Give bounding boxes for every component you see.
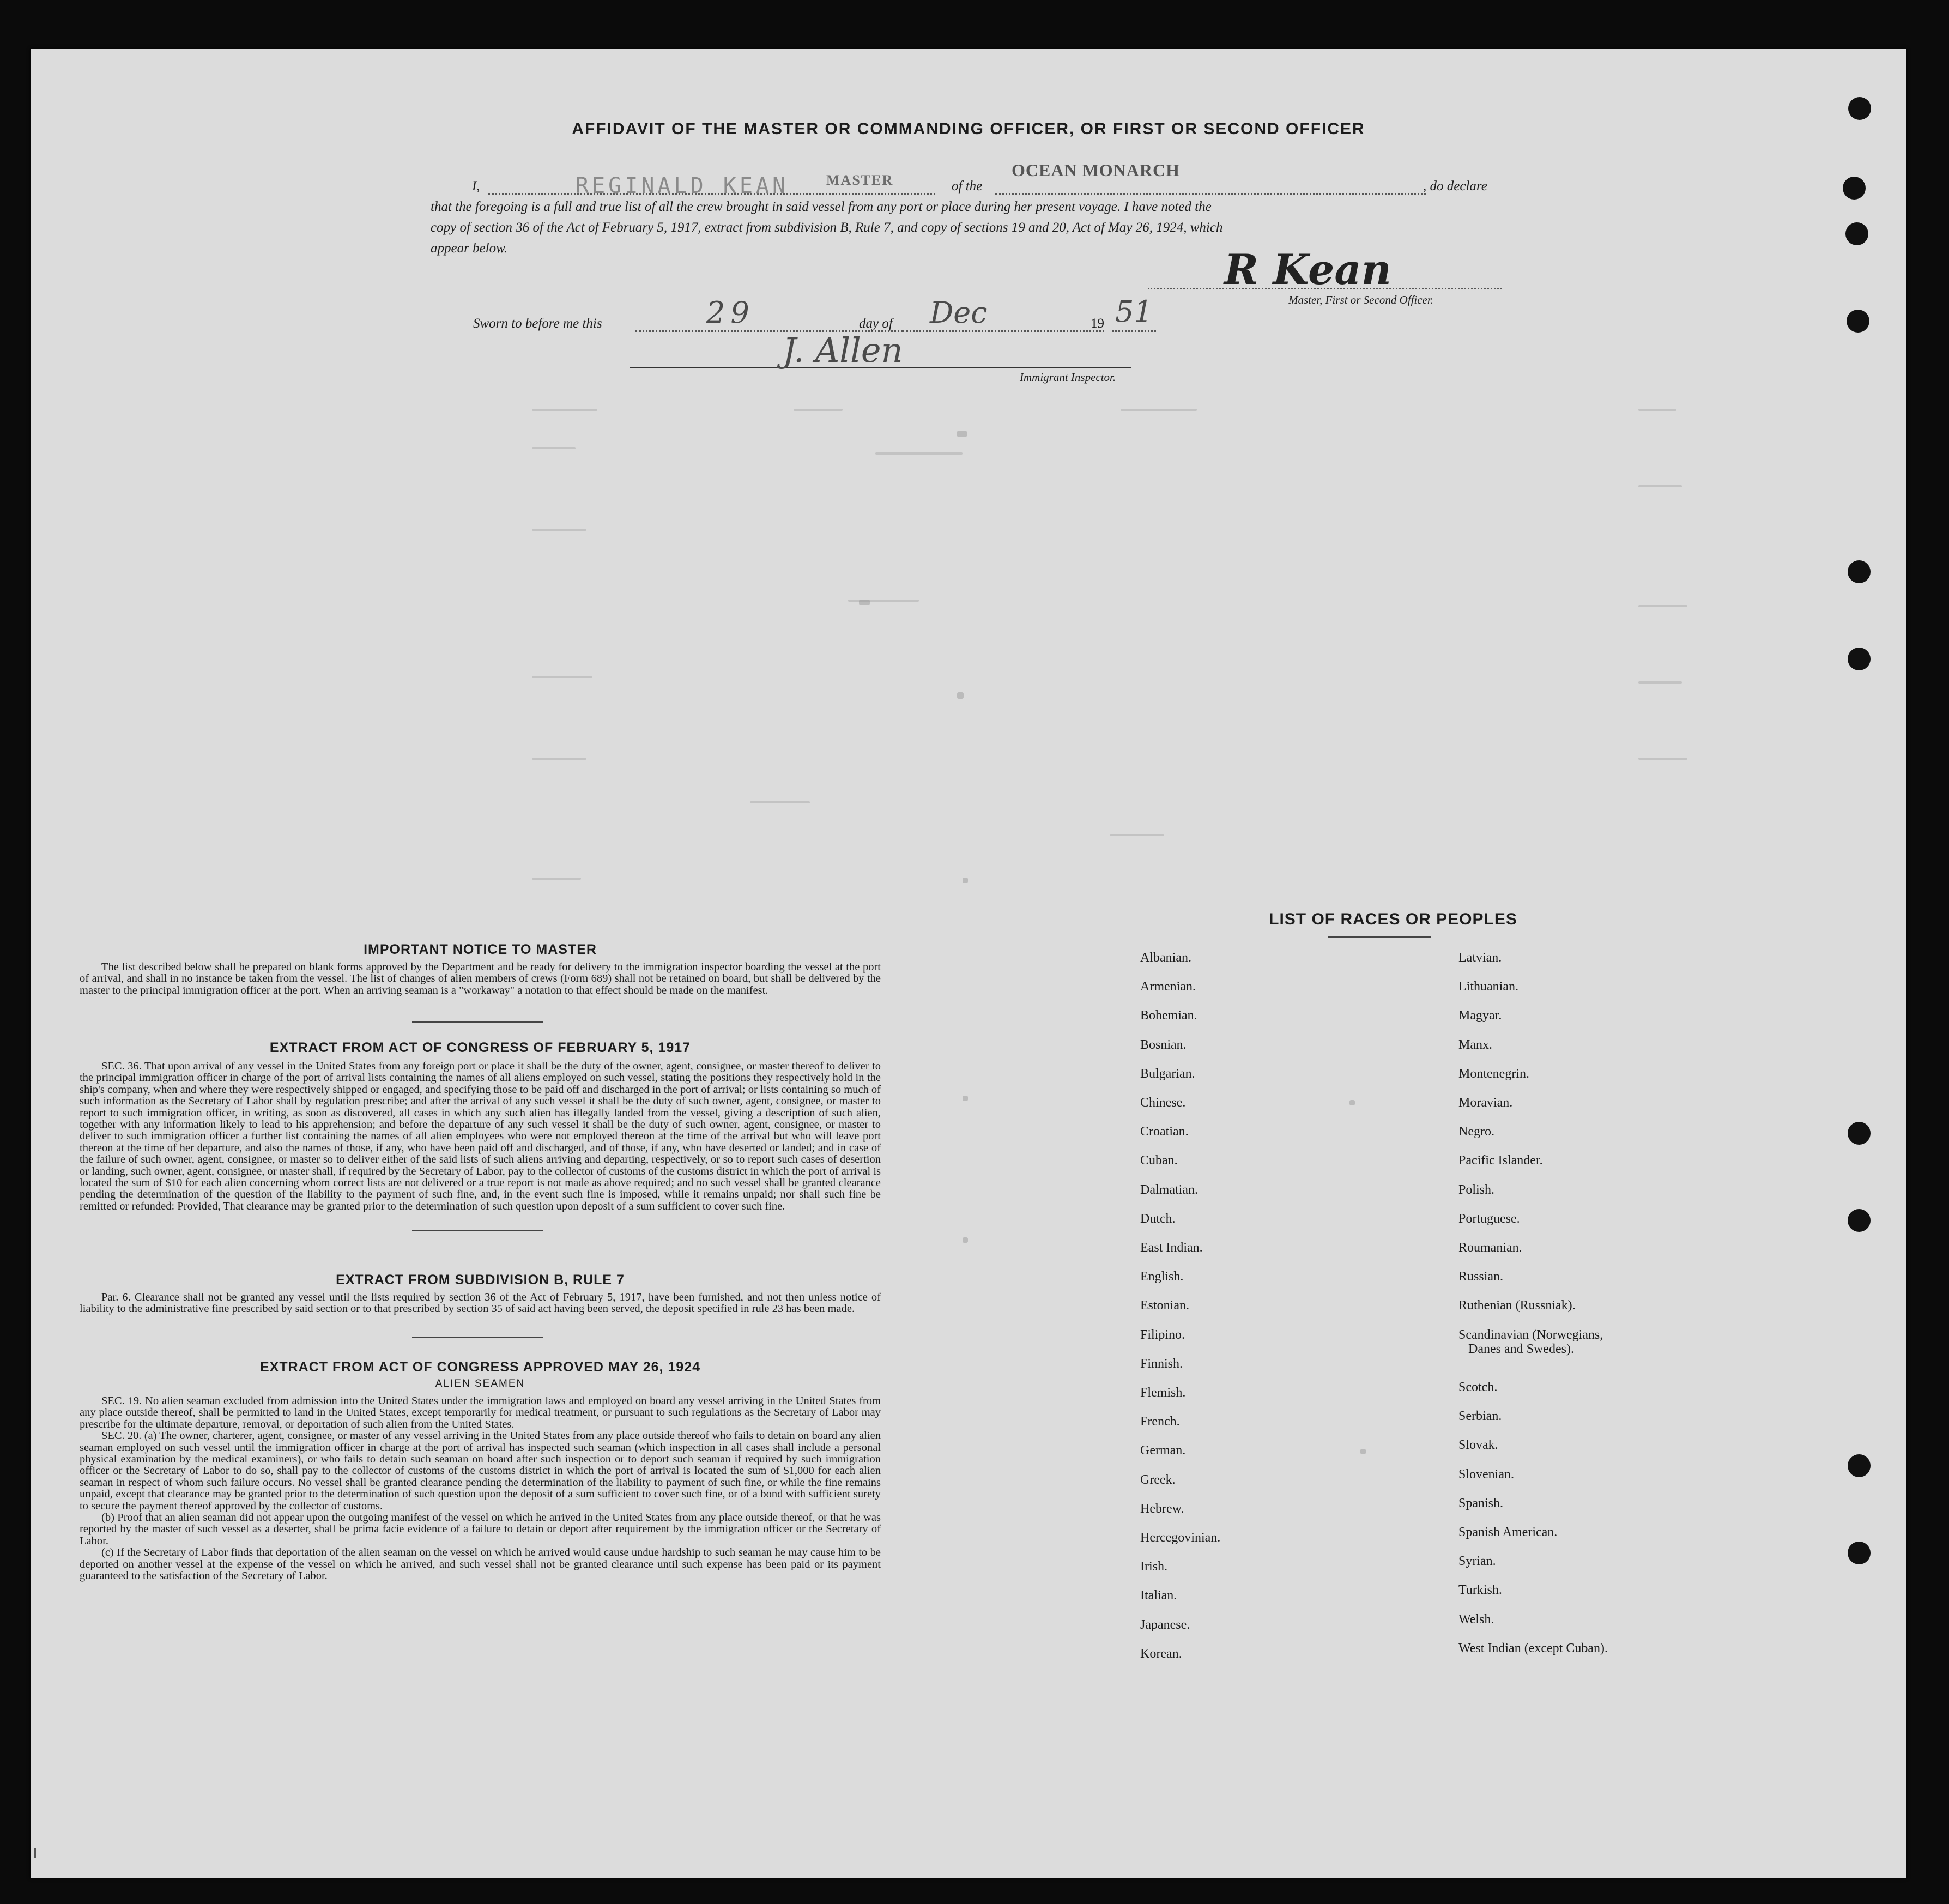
race-item: Lithuanian.: [1458, 980, 1518, 994]
race-item: Serbian.: [1458, 1409, 1502, 1424]
race-item: Scotch.: [1458, 1380, 1498, 1394]
affidavit-body-line-3: appear below.: [431, 241, 508, 256]
affidavit-i-label: I,: [472, 179, 480, 194]
race-item: Pacific Islander.: [1458, 1153, 1543, 1168]
master-stamp: MASTER: [826, 172, 894, 188]
race-item: Bosnian.: [1140, 1037, 1187, 1052]
race-item: Slovenian.: [1458, 1467, 1514, 1482]
punch-hole: [1848, 648, 1871, 670]
race-item: Italian.: [1140, 1588, 1177, 1603]
race-item: Chinese.: [1140, 1096, 1186, 1110]
race-item: Manx.: [1458, 1037, 1492, 1052]
race-item: Dutch.: [1140, 1211, 1176, 1226]
punch-hole: [1848, 1209, 1871, 1232]
notice-title: IMPORTANT NOTICE TO MASTER: [364, 942, 597, 957]
inspector-signature: J. Allen: [783, 330, 903, 370]
race-item: Roumanian.: [1458, 1241, 1522, 1255]
punch-hole: [1848, 97, 1871, 120]
extract-1924-sec20b: (b) Proof that an alien seaman did not appear upon the outgoing manifest of the vessel on which he arrived in the United States from any place outside thereof, or that he was reported by the master of such vessel as a deserter, shall be prima facie evidence of a failure to detain or deport after requirement by the immigration officer or the Secretary of Labor.: [80, 1512, 881, 1547]
race-item: Korean.: [1140, 1646, 1182, 1661]
race-item: Croatian.: [1140, 1125, 1189, 1139]
master-name: REGINALD KEAN: [576, 173, 789, 198]
race-item: Slovak.: [1458, 1438, 1498, 1453]
punch-hole: [1847, 310, 1869, 333]
extract-1924-body: [80, 1395, 881, 1582]
of-the-label: of the: [952, 179, 983, 194]
sworn-day: 29: [706, 295, 755, 330]
race-item: Dalmatian.: [1140, 1182, 1198, 1197]
edge-mark: [34, 1848, 36, 1858]
punch-hole: [1848, 1122, 1871, 1145]
race-item: Spanish American.: [1458, 1525, 1558, 1539]
master-signature: R Kean: [1224, 245, 1391, 294]
extract-1924-sec19: SEC. 19. No alien seaman excluded from admission into the United States under the immigration laws and employed on board any vessel arriving in the United States from any place outside thereof, shall be permitted to land in the United States, except temporarily for medical treatment, or pursuant to such regulations as the Secretary of Labor may prescribe for the ultimate departure, removal, or deportation of such alien from the United States.: [80, 1395, 881, 1430]
punch-hole: [1845, 222, 1868, 245]
race-item: Cuban.: [1140, 1153, 1178, 1168]
race-item: Russian.: [1458, 1270, 1504, 1284]
race-item: West Indian (except Cuban).: [1458, 1641, 1608, 1655]
race-item: Hebrew.: [1140, 1501, 1184, 1516]
race-item: Finnish.: [1140, 1356, 1183, 1371]
race-item: Syrian.: [1458, 1554, 1496, 1569]
extract-1924-subtitle: ALIEN SEAMEN: [435, 1378, 525, 1389]
vessel-name: OCEAN MONARCH: [1012, 160, 1180, 180]
year-prefix: 19: [1091, 316, 1104, 331]
document-page: [31, 49, 1906, 1878]
race-item: Ruthenian (Russniak).: [1458, 1298, 1576, 1313]
race-item: Latvian.: [1458, 951, 1502, 965]
race-item: Turkish.: [1458, 1583, 1502, 1598]
year-suffix: 51: [1115, 294, 1153, 329]
day-of-label: day of: [859, 316, 893, 331]
race-item: Armenian.: [1140, 980, 1196, 994]
race-item: Magyar.: [1458, 1008, 1502, 1023]
race-item: Filipino.: [1140, 1327, 1185, 1342]
extract-1917-title: EXTRACT FROM ACT OF CONGRESS OF FEBRUARY 5, 1917: [269, 1040, 691, 1055]
punch-hole: [1848, 1542, 1871, 1564]
race-item: Montenegrin.: [1458, 1066, 1529, 1081]
race-item: Greek.: [1140, 1472, 1176, 1487]
race-item: Scandinavian (Norwegians, Danes and Swedes).: [1458, 1327, 1603, 1356]
race-item: East Indian.: [1140, 1241, 1203, 1255]
extract-1924-sec20a: SEC. 20. (a) The owner, charterer, agent, consignee, or master of any vessel arriving in the United States from any place outside thereof who fails to detain on board any alien seaman employed on such vessel until the immigration officer in charge at the port of arrival has inspected such seaman (which inspection in all cases shall include a personal physical examination by the medical examiners), or who fails to detain such seaman on board after such inspection or to deport such seaman if required by such immigration officer or the Secretary of Labor to do so, shall pay to the collector of customs of the customs district in which the port of arrival is located the sum of $1,000 for each alien seaman in respect of whom such failure occurs. No vessel shall be granted clearance pending the determination of the liability to payment of such fine, or while the fine remains unpaid, except that clearance may be granted prior to the determination of such question upon the deposit of a sum sufficient to cover such fine, or of a bond with sufficient surety to secure the payment thereof approved by the collector of customs.: [80, 1430, 881, 1512]
race-item: Hercegovinian.: [1140, 1531, 1221, 1545]
extract-1917-body: SEC. 36. That upon arrival of any vessel in the United States from any foreign port or place it shall be the duty of the owner, agent, consignee, or master thereof to deliver to the principal immigration officer in charge of the port of arrival lists containing the names of all aliens employed on such vessel, stating the positions they respectively hold in the ship's company, when and where they were respectively shipped or engaged, and specifying those to be paid off and discharged in the port of arrival; or lists containing so much of such information as the Secretary of Labor shall by regulation prescribe; and after the arrival of any such vessel it shall be the duty of such owner, agent, consignee, or master to report to such immigration officer, in writing, as soon as discovered, all cases in which any such alien has illegally landed from the vessel, giving a description of such alien, together with any information likely to lead to his apprehension; and before the departure of any such vessel it shall be the duty of such owner, agent, consignee, or master to deliver to such immigration officer a further list containing the names of all alien employees who were not employed thereon at the time of the arrival but who will leave port thereon at the time of her departure, and also the names of those, if any, who have been paid off and discharged, and of those, if any, who have deserted or landed; and in case of the failure of such owner, agent, consignee, or master so to deliver either of the said lists of such aliens arriving and departing, respectively, or so to report such cases of desertion or landing, such owner, agent, consignee, or master shall, if required by the Secretary of Labor, pay to the collector of customs of the customs district in which the port of arrival is located the sum of $10 for each alien concerning whom correct lists are not delivered or a true report is not made as above required; and no such vessel shall be granted clearance pending the determination of the question of the liability to the payment of such fine, and, in the event such fine is imposed, while it remains unpaid; nor shall such fine be remitted or refunded: Provided, That clearance may be granted prior to the determination of such question upon deposit of a sum sufficient to cover such fine.: [80, 1060, 881, 1212]
race-item: Spanish.: [1458, 1496, 1504, 1510]
race-item: Negro.: [1458, 1125, 1494, 1139]
extract-1924-title: EXTRACT FROM ACT OF CONGRESS APPROVED MAY 26, 1924: [259, 1359, 701, 1375]
notice-body: The list described below shall be prepared on blank forms approved by the Department and be ready for delivery to the immigration inspector boarding the vessel at the port of arrival, and shall in no instance be taken from the vessel. The list of changes of alien members of crews (Form 689) shall not be retained on board, but shall be delivered by the master to the principal immigration officer at the port. When an arriving seaman is a "workaway" a notation to that effect should be made on the manifest.: [80, 961, 881, 996]
affidavit-title: AFFIDAVIT OF THE MASTER OR COMMANDING OFFICER, OR FIRST OR SECOND OFFICER: [572, 120, 1365, 138]
race-item: Bohemian.: [1140, 1008, 1197, 1023]
extract-1924-sec20c: (c) If the Secretary of Labor finds that deportation of the alien seaman on the vessel on which he arrived would cause undue hardship to such seaman he may cause him to be deported on another vessel at the expense of the vessel on which he arrived, and such vessel shall not be granted clearance until such expense has been paid or its payment guaranteed to the satisfaction of the Secretary of Labor.: [80, 1546, 881, 1582]
punch-hole: [1843, 177, 1866, 200]
race-item: Portuguese.: [1458, 1211, 1520, 1226]
sworn-month: Dec: [930, 295, 988, 330]
extract-rule7-body: Par. 6. Clearance shall not be granted any vessel until the lists required by section 36 of the Act of February 5, 1917, have been furnished, and not then unless notice of liability to the administrative fine prescribed by said section or to that prescribed by section 35 of said act having been served, the deposit specified in rule 23 has been made.: [80, 1291, 881, 1315]
inspector-caption: Immigrant Inspector.: [1020, 371, 1116, 384]
race-item: Japanese.: [1140, 1617, 1190, 1632]
races-title: LIST OF RACES OR PEOPLES: [1269, 910, 1517, 928]
race-item: Bulgarian.: [1140, 1066, 1195, 1081]
extract-rule7-title: EXTRACT FROM SUBDIVISION B, RULE 7: [336, 1272, 625, 1288]
race-item: French.: [1140, 1415, 1180, 1429]
race-item: Flemish.: [1140, 1386, 1186, 1400]
punch-hole: [1848, 1454, 1871, 1477]
race-item: Welsh.: [1458, 1612, 1494, 1627]
punch-hole: [1848, 560, 1871, 583]
race-item: Irish.: [1140, 1560, 1167, 1574]
race-item: Polish.: [1458, 1182, 1495, 1197]
do-declare-label: , do declare: [1423, 179, 1487, 194]
sworn-label: Sworn to before me this: [473, 316, 602, 331]
race-item: German.: [1140, 1443, 1186, 1458]
race-item: Albanian.: [1140, 951, 1191, 965]
race-item: Moravian.: [1458, 1096, 1513, 1110]
affidavit-body-line-2: copy of section 36 of the Act of February 5, 1917, extract from subdivision B, Rule 7, and copy of sections 19 and 20, Act of May 26, 1924, which: [431, 220, 1223, 235]
race-item: English.: [1140, 1270, 1184, 1284]
race-item: Estonian.: [1140, 1298, 1189, 1313]
affidavit-body-line-1: that the foregoing is a full and true list of all the crew brought in said vessel from any port or place during her present voyage. I have noted the: [431, 200, 1212, 214]
master-signature-caption: Master, First or Second Officer.: [1288, 293, 1433, 306]
